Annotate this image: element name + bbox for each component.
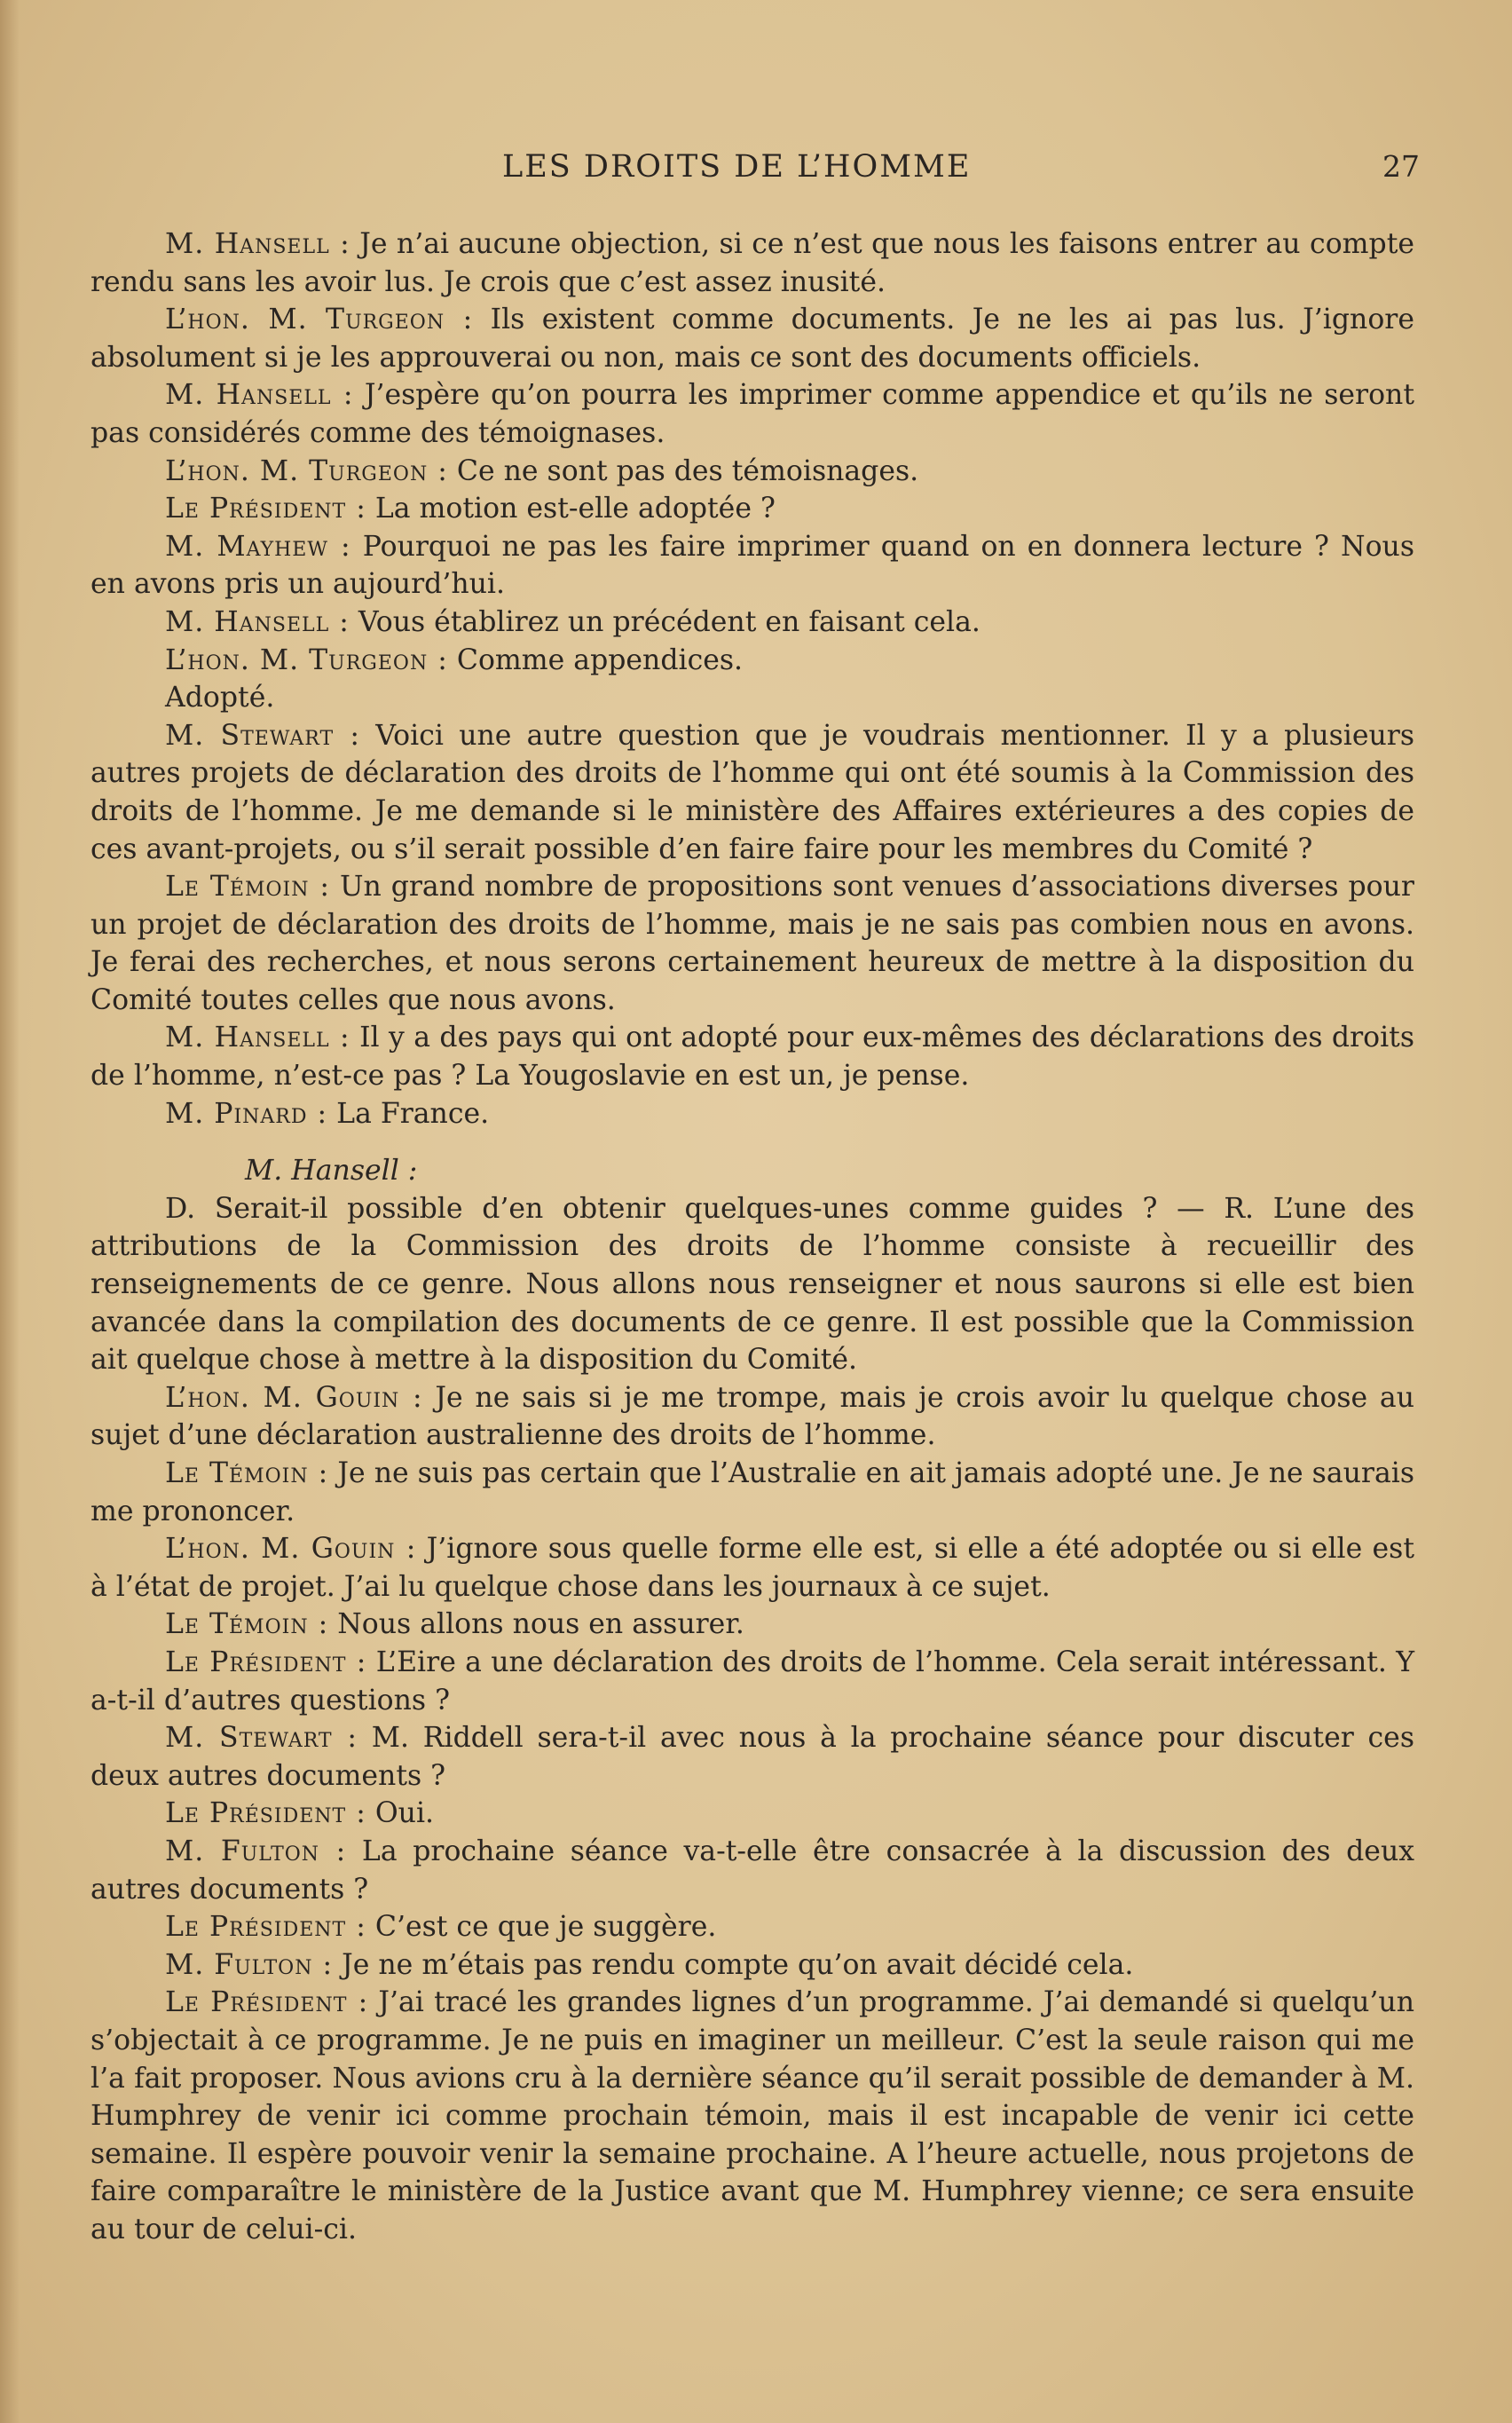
paragraph <box>91 604 1414 642</box>
paragraph <box>91 1019 1414 1094</box>
paragraph <box>91 453 1414 491</box>
speaker: Le Témoin : <box>165 871 331 904</box>
speaker: L’hon. M. Turgeon : <box>165 454 448 487</box>
speaker: Le Président : <box>165 1646 367 1678</box>
paragraph <box>91 1795 1414 1833</box>
speaker: Le Témoin : <box>165 1608 329 1641</box>
speaker: Le Témoin : <box>165 1457 329 1489</box>
paragraph-text: J’espère qu’on pourra les imprimer comme appendice et qu’ils ne seront pas considérés comme des témoignases. <box>91 379 1414 449</box>
speaker: M. Hansell : <box>165 379 354 412</box>
paragraph <box>91 1946 1414 1985</box>
paragraph <box>91 1833 1414 1908</box>
speaker: M. Hansell : <box>165 605 350 638</box>
speaker: L’hon. M. Turgeon : <box>165 304 474 336</box>
paragraph <box>91 1455 1414 1530</box>
paragraph-text: L’Eire a une déclaration des droits de l’homme. Cela serait intéressant. Y a-t-il d’autres questions ? <box>91 1646 1414 1717</box>
paragraph-text: La prochaine séance va-t-elle être consacrée à la discussion des deux autres documents ? <box>91 1835 1415 1906</box>
paragraph <box>91 1190 1414 1379</box>
paragraph <box>91 868 1414 1019</box>
page-body <box>91 225 1414 2248</box>
paragraph <box>91 1095 1414 1133</box>
paragraph-text: La France. <box>336 1097 490 1130</box>
speaker: L’hon. M. Gouin : <box>165 1533 417 1566</box>
speaker: Le Président : <box>165 1986 369 2019</box>
paragraph <box>91 1606 1414 1644</box>
paragraph <box>91 679 1414 717</box>
speaker: L’hon. M. Gouin : <box>165 1381 423 1414</box>
running-title: LES DROITS DE L’HOMME <box>502 149 972 185</box>
paragraph-text: Je ne suis pas certain que l’Australie en ait jamais adopté une. Je ne saurais me prononcer. <box>91 1457 1414 1527</box>
speaker: M. Fulton : <box>165 1948 334 1981</box>
paragraph-text: Un grand nombre de propositions sont venues d’associations diverses pour un projet de déclaration des droits de l’homme, mais je ne sais pas combien nous en avons. Je ferai des recherches, et nous serons certainement heureux de mettre à la disposition du Comité toutes celles que nous avons. <box>91 871 1414 1016</box>
paragraph <box>91 642 1414 680</box>
paragraph-text: J’ai tracé les grandes lignes d’un programme. J’ai demandé si quelqu’un s’objectait à ce programme. Je ne puis en imaginer un meilleur. C’est la seule raison qui me l’a fait proposer. Nous avions cru à la dernière séance qu’il serait possible de demander à M. Humphrey de venir ici comme prochain témoin, mais il est incapable de venir ici cette semaine. Il espère pouvoir venir la semaine prochaine. A l’heure actuelle, nous projetons de faire comparaître le ministère de la Justice avant que M. Humphrey vienne; ce sera ensuite au tour de celui-ci. <box>91 1986 1414 2245</box>
paragraph-text: Ce ne sont pas des témoisnages. <box>456 454 919 487</box>
page-edge-shadow <box>0 0 20 2423</box>
paragraph <box>91 1530 1414 1606</box>
paragraph <box>91 717 1414 868</box>
paragraph-text: Je ne m’étais pas rendu compte qu’on avait décidé cela. <box>342 1948 1134 1981</box>
paragraph <box>91 1984 1414 2248</box>
paragraph <box>91 1644 1414 1719</box>
paragraph-text: J’ignore sous quelle forme elle est, si elle a été adoptée ou si elle est à l’état de projet. J’ai lu quelque chose dans les journaux à ce sujet. <box>91 1533 1415 1603</box>
paragraph-text: Ils existent comme documents. Je ne les ai pas lus. J’ignore absolument si je les approuverai ou non, mais ce sont des documents officiels. <box>91 304 1414 374</box>
speaker: M. Hansell : <box>165 1022 350 1054</box>
paragraph <box>91 301 1414 376</box>
speaker: Le Président : <box>165 1797 366 1830</box>
paragraph <box>91 1908 1414 1946</box>
paragraph-text: Comme appendices. <box>456 643 744 676</box>
paragraph-text: Il y a des pays qui ont adopté pour eux-mêmes des déclarations des droits de l’homme, n’est-ce pas ? La Yougoslavie en est un, je pense. <box>91 1022 1414 1093</box>
paragraph-text: La motion est-elle adoptée ? <box>374 493 776 525</box>
speaker: M. Stewart : <box>165 1722 358 1755</box>
paragraph <box>91 1719 1414 1795</box>
speaker: Le Président : <box>165 493 366 525</box>
paragraph <box>91 376 1414 452</box>
speaker: M. Pinard : <box>165 1097 328 1130</box>
paragraph-text: Oui. <box>374 1797 435 1830</box>
paragraph-text: Je n’ai aucune objection, si ce n’est que nous les faisons entrer au compte rendu sans les avoir lus. Je crois que c’est assez inusité. <box>91 228 1414 298</box>
speaker: Le Président : <box>165 1911 366 1944</box>
examiner-heading: M. Hansell : <box>245 1155 418 1188</box>
paragraph-text: Pourquoi ne pas les faire imprimer quand on en donnera lecture ? Nous en avons pris un aujourd’hui. <box>91 530 1414 601</box>
paragraph-text: C’est ce que je suggère. <box>374 1911 717 1944</box>
speaker: M. Stewart : <box>165 719 361 752</box>
paragraph-text: Vous établirez un précédent en faisant cela. <box>358 605 980 638</box>
paragraph <box>91 490 1414 528</box>
paragraph-text: Voici une autre question que je voudrais mentionner. Il y a plusieurs autres projets de déclaration des droits de l’homme qui ont été soumis à la Commission des droits de l’homme. Je me demande si le ministère des Affaires extérieures a des copies de ces avant-projets, ou s’il serait possible d’en faire faire pour les membres du Comité ? <box>91 719 1414 865</box>
speaker: M. Hansell : <box>165 228 350 260</box>
speaker: M. Mayhew : <box>165 530 351 563</box>
paragraph <box>91 528 1414 604</box>
paragraph <box>91 1379 1414 1455</box>
paragraph-text: Adopté. <box>165 682 275 714</box>
paragraph-text: M. Riddell sera-t-il avec nous à la prochaine séance pour discuter ces deux autres documents ? <box>91 1722 1414 1792</box>
page-header <box>89 149 1420 188</box>
page-number: 27 <box>1382 149 1420 184</box>
paragraph-text: Je ne sais si je me trompe, mais je crois avoir lu quelque chose au sujet d’une déclaration australienne des droits de l’homme. <box>91 1381 1414 1452</box>
paragraph <box>91 225 1414 301</box>
speaker: L’hon. M. Turgeon : <box>165 643 448 676</box>
paragraph-text: Nous allons nous en assurer. <box>337 1608 744 1641</box>
paragraph-text: D. Serait-il possible d’en obtenir quelques-unes comme guides ? — R. L’une des attributions de la Commission des droits de l’homme consiste à recueillir des renseignements de ce genre. Nous allons nous renseigner et nous saurons si elle est bien avancée dans la compilation des documents de ce genre. Il est possible que la Commission ait quelque chose à mettre à la disposition du Comité. <box>91 1192 1414 1377</box>
speaker: M. Fulton : <box>165 1835 347 1867</box>
